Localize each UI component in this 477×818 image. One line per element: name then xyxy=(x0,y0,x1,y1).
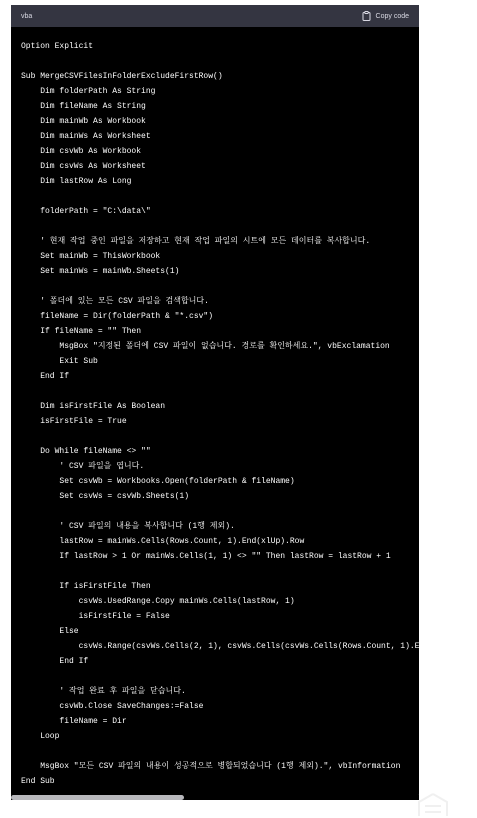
code-line: Dim mainWs As Worksheet xyxy=(21,132,151,141)
code-line: Option Explicit xyxy=(21,42,94,51)
code-line: Dim csvWb As Workbook xyxy=(21,147,142,156)
code-line: MsgBox "지정된 폴더에 CSV 파일이 없습니다. 경로를 확인하세요.", vbExclamation xyxy=(21,342,390,351)
code-line: Dim folderPath As String xyxy=(21,87,156,96)
code-line: Else xyxy=(21,627,79,636)
code-line: If isFirstFile Then xyxy=(21,582,151,591)
code-line: folderPath = "C:\data\" xyxy=(21,207,151,216)
code-line: Sub MergeCSVFilesInFolderExcludeFirstRow() xyxy=(21,72,223,81)
code-line: Dim isFirstFile As Boolean xyxy=(21,402,166,411)
watermark-logo-icon xyxy=(403,792,463,818)
code-block-header xyxy=(11,5,419,27)
code-line: ' 작업 완료 후 파일을 닫습니다. xyxy=(21,687,186,696)
code-line: Dim csvWs As Worksheet xyxy=(21,162,146,171)
code-line: If lastRow > 1 Or mainWs.Cells(1, 1) <> "" Then lastRow = lastRow + 1 xyxy=(21,552,391,561)
code-line: fileName = Dir(folderPath & "*.csv") xyxy=(21,312,214,321)
code-line: Dim lastRow As Long xyxy=(21,177,132,186)
code-line: MsgBox "모든 CSV 파일의 내용이 성공적으로 병합되었습니다 (1행 제외).", vbInformation xyxy=(21,762,401,771)
code-line: If fileName = "" Then xyxy=(21,327,142,336)
code-line: isFirstFile = False xyxy=(21,612,170,621)
code-line: fileName = Dir xyxy=(21,717,127,726)
code-line: csvWb.Close SaveChanges:=False xyxy=(21,702,204,711)
code-line: End If xyxy=(21,372,70,381)
code-line: Exit Sub xyxy=(21,357,98,366)
code-line: Set csvWs = csvWb.Sheets(1) xyxy=(21,492,190,501)
code-line: End If xyxy=(21,657,89,666)
code-text xyxy=(11,27,477,789)
code-line: Dim mainWb As Workbook xyxy=(21,117,146,126)
scrollbar-thumb[interactable] xyxy=(11,795,184,800)
code-content[interactable] xyxy=(11,27,477,800)
code-line: End Sub xyxy=(21,777,55,786)
code-line: Set mainWb = ThisWorkbook xyxy=(21,252,161,261)
horizontal-scrollbar[interactable] xyxy=(11,795,419,800)
code-line: isFirstFile = True xyxy=(21,417,127,426)
copy-code-button[interactable] xyxy=(362,11,409,21)
code-line: ' CSV 파일의 내용을 복사합니다 (1행 제외). xyxy=(21,522,235,531)
code-line: ' CSV 파일을 엽니다. xyxy=(21,462,145,471)
code-line: Dim fileName As String xyxy=(21,102,146,111)
code-line: lastRow = mainWs.Cells(Rows.Count, 1).End(xlUp).Row xyxy=(21,537,305,546)
clipboard-icon xyxy=(362,11,371,21)
code-line: Do While fileName <> "" xyxy=(21,447,151,456)
code-block xyxy=(11,5,477,800)
code-line: csvWs.Range(csvWs.Cells(2, 1), csvWs.Cells(csvWs.Cells(Rows.Count, 1).End(xlUp).Row xyxy=(21,642,477,651)
code-line: csvWs.UsedRange.Copy mainWs.Cells(lastRow, 1) xyxy=(21,597,295,606)
language-label: vba xyxy=(21,12,33,20)
code-line: Set mainWs = mainWb.Sheets(1) xyxy=(21,267,180,276)
code-line: ' 폴더에 있는 모든 CSV 파일을 검색합니다. xyxy=(21,297,209,306)
copy-code-label: Copy code xyxy=(375,12,409,20)
code-line: Set csvWb = Workbooks.Open(folderPath & fileName) xyxy=(21,477,295,486)
code-line: ' 현재 작업 중인 파일을 저장하고 현재 작업 파일의 시트에 모든 데이터를 복사합니다. xyxy=(21,237,371,246)
code-line: Loop xyxy=(21,732,60,741)
